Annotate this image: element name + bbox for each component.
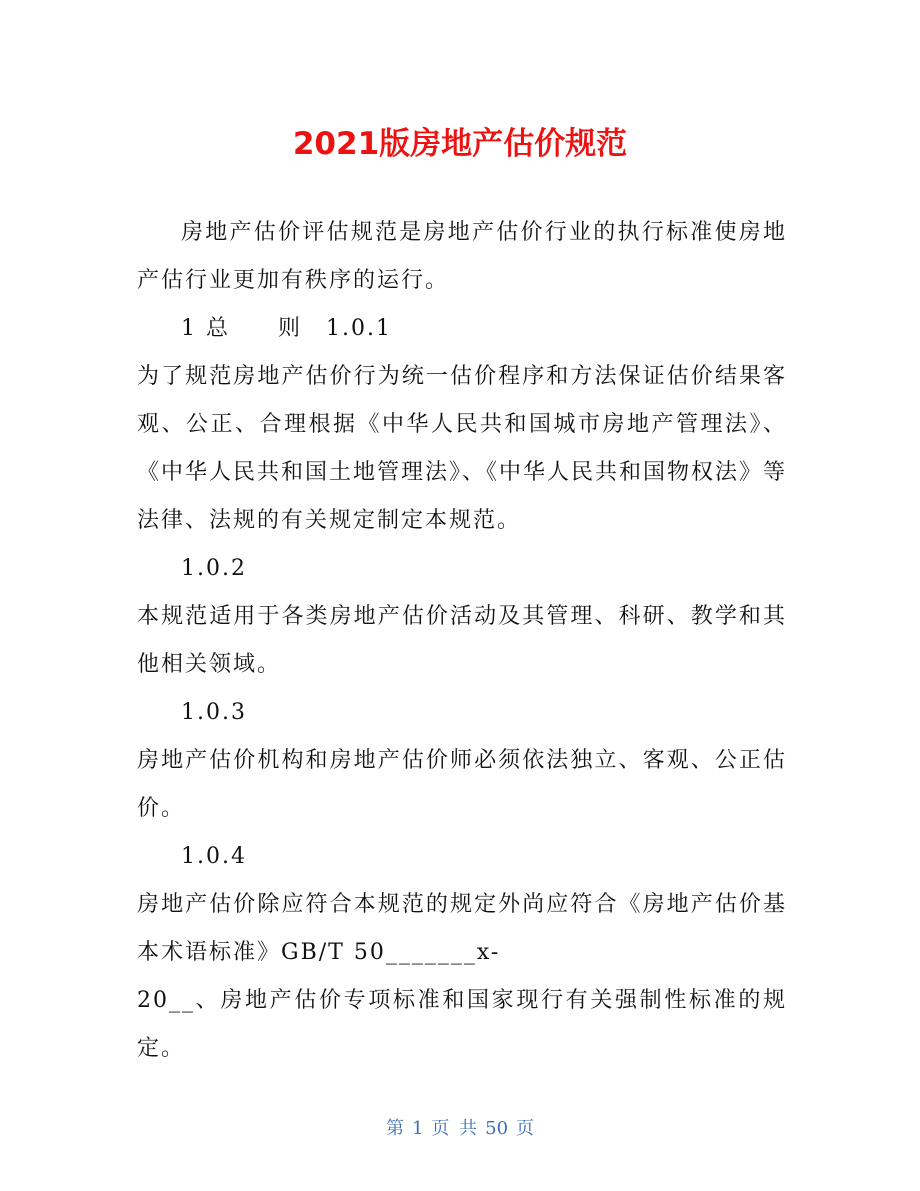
clause-number-1-0-4: 1.0.4: [181, 844, 247, 869]
footer-prefix: 第: [385, 1118, 404, 1139]
clause-number-1-0-2: 1.0.2: [181, 556, 247, 581]
footer-page-number: 1: [411, 1118, 424, 1139]
page-footer: [0, 1114, 920, 1140]
intro-paragraph: 房地产估价评估规范是房地产估价行业的执行标准使房地产估行业更加有秩序的运行。: [137, 220, 787, 293]
clause-1-0-1-text: 为了规范房地产估价行为统一估价程序和方法保证估价结果客观、公正、合理根据《中华人民共和国城市房地产管理法》、《中华人民共和国土地管理法》、《中华人民共和国物权法》等法律、法规的有关规定制定本规范。: [137, 364, 788, 533]
footer-total-pages: 50: [485, 1118, 509, 1139]
clause-number-1-0-3: 1.0.3: [181, 700, 247, 725]
footer-suffix: 页: [516, 1118, 535, 1139]
section-heading-1-0-1: 1 总 则 1.0.1: [181, 316, 392, 341]
clause-1-0-2-text: 本规范适用于各类房地产估价活动及其管理、科研、教学和其他相关领域。: [137, 604, 787, 677]
clause-1-0-3-text: 房地产估价机构和房地产估价师必须依法独立、客观、公正估价。: [137, 748, 787, 821]
clause-1-0-4-text-part1: 房地产估价除应符合本规范的规定外尚应符合《房地产估价基本术语标准》GB/T 50_______x-: [137, 892, 787, 965]
clause-1-0-4-text-part2: 20__、房地产估价专项标准和国家现行有关强制性标准的规定。: [137, 988, 787, 1061]
footer-mid: 页 共: [431, 1118, 478, 1139]
document-title: 2021版房地产估价规范: [292, 126, 628, 162]
document-body: [137, 209, 787, 1073]
